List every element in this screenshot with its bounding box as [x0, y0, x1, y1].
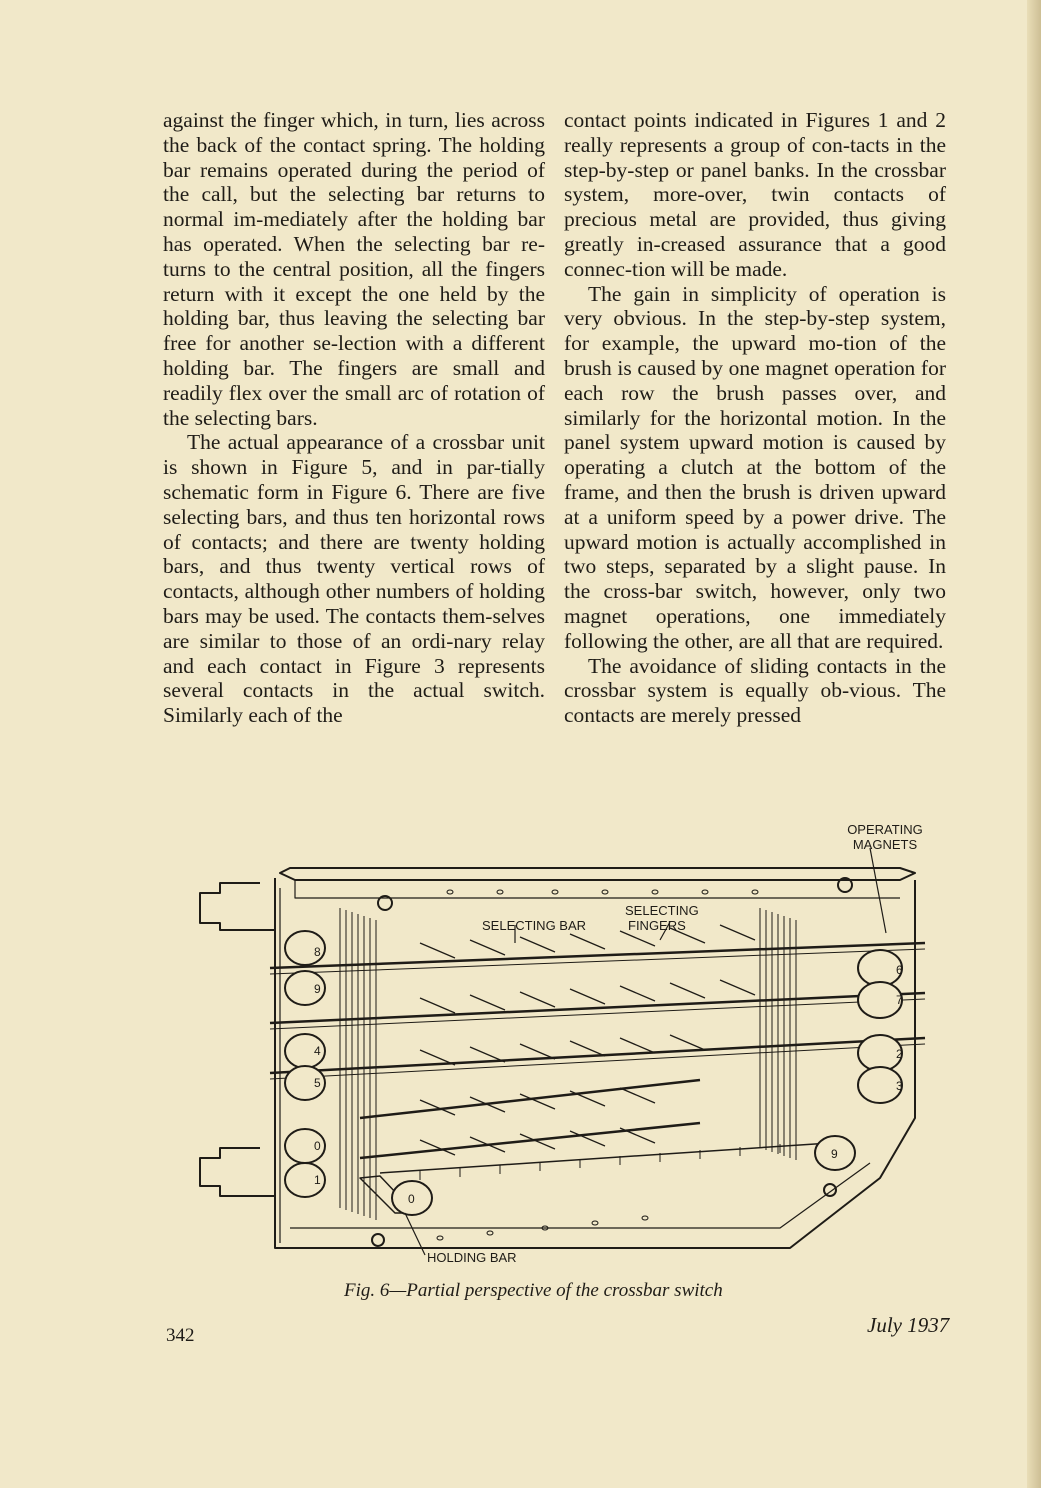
magnet-number: 9 — [314, 982, 321, 996]
magnet-number: 7 — [896, 993, 903, 1007]
magnet-number: 8 — [314, 945, 321, 959]
selecting-fingers-label-line1: SELECTING — [625, 903, 699, 918]
paragraph: against the finger which, in turn, lies across the back of the contact spring. The holding bar remains operated during the period of the call, but the selecting bar returns to normal im-mediately after the holding bar has operated. When the selecting bar re-turns to the central position, all the fingers return with it except the one held by the holding bar, thus leaving the selecting bar free for another se-lection with a different holding bar. The fingers are small and readily flex over the small arc of rotation of the selecting bars. — [163, 108, 545, 430]
magnet-number: 2 — [896, 1047, 903, 1061]
selecting-bar-label: SELECTING BAR — [482, 918, 587, 933]
article-left-column — [163, 108, 545, 728]
crossbar-switch-figure — [180, 818, 940, 1273]
selecting-fingers-label-line2: FINGERS — [628, 918, 686, 933]
magnet-number: 0 — [314, 1139, 321, 1153]
paragraph: contact points indicated in Figures 1 and 2 really represents a group of con-tacts in the step-by-step or panel banks. In the crossbar system, more-over, twin contacts of precious metal are provided, thus giving greatly in-creased assurance that a good connec-tion will be made. — [564, 108, 946, 281]
operating-magnets-label-line1: OPERATING — [847, 822, 923, 837]
issue-date: July 1937 — [867, 1313, 950, 1337]
crossbar-switch-drawing — [180, 818, 940, 1273]
page-number: 342 — [166, 1325, 195, 1346]
holding-bar-label: HOLDING BAR — [427, 1250, 517, 1265]
magnet-number: 1 — [314, 1173, 321, 1187]
article-right-column — [564, 108, 946, 728]
magnet-number: 4 — [314, 1044, 321, 1058]
magnet-number: 0 — [408, 1192, 415, 1206]
paragraph: The gain in simplicity of operation is very obvious. In the step-by-step system, for example, the upward mo-tion of the brush is caused by one magnet operation for each row the brush passes over, and similarly for the horizontal motion. In the panel system upward motion is caused by operating a clutch at the bottom of the frame, and then the brush is driven upward at a uniform speed by a power drive. The upward motion is actually accomplished in two steps, separated by a slight pause. In the cross-bar switch, however, only two magnet operations, one immediately following the other, are all that are required. — [564, 281, 946, 653]
page-edge — [1027, 0, 1041, 1488]
magnet-number: 6 — [896, 963, 903, 977]
operating-magnets-label-line2: MAGNETS — [852, 837, 918, 852]
paragraph: The avoidance of sliding contacts in the crossbar system is equally ob-vious. The contacts are merely pressed — [564, 653, 946, 728]
paragraph: The actual appearance of a crossbar unit is shown in Figure 5, and in par-tially schematic form in Figure 6. There are five selecting bars, and thus ten horizontal rows of contacts; and there are twenty holding bars, and thus twenty vertical rows of contacts, although other numbers of holding bars may be used. The contacts them-selves are similar to those of an ordi-nary relay and each contact in Figure 3 represents several contacts in the actual switch. Similarly each of the — [163, 430, 545, 728]
magnet-number: 9 — [831, 1147, 838, 1161]
figure-caption: Fig. 6—Partial perspective of the crossbar switch — [344, 1280, 723, 1301]
magnet-number: 3 — [896, 1079, 903, 1093]
magnet-number: 5 — [314, 1076, 321, 1090]
